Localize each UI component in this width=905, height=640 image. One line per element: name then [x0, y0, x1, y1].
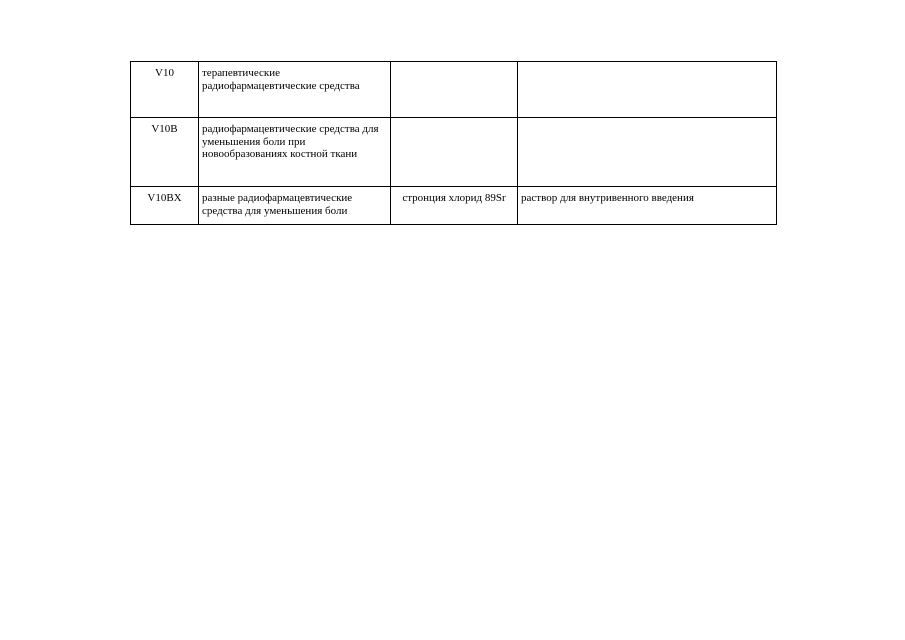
drug-classification-table: [130, 61, 777, 225]
description-cell: разные радиофармацевтические средства для уменьшения боли: [199, 187, 391, 225]
drug-name-cell: стронция хлорид 89Sr: [391, 187, 518, 225]
dosage-form-cell: [518, 118, 777, 187]
drug-name-cell: [391, 118, 518, 187]
description-cell: терапевтические радиофармацевтические средства: [199, 62, 391, 118]
atc-code-cell: V10B: [131, 118, 199, 187]
table-row: [131, 118, 777, 187]
atc-code-cell: V10: [131, 62, 199, 118]
dosage-form-cell: [518, 62, 777, 118]
table-row: [131, 187, 777, 225]
atc-code-cell: V10BX: [131, 187, 199, 225]
dosage-form-cell: раствор для внутривенного введения: [518, 187, 777, 225]
drug-name-cell: [391, 62, 518, 118]
table-row: [131, 62, 777, 118]
description-cell: радиофармацевтические средства для уменьшения боли при новообразованиях костной ткани: [199, 118, 391, 187]
